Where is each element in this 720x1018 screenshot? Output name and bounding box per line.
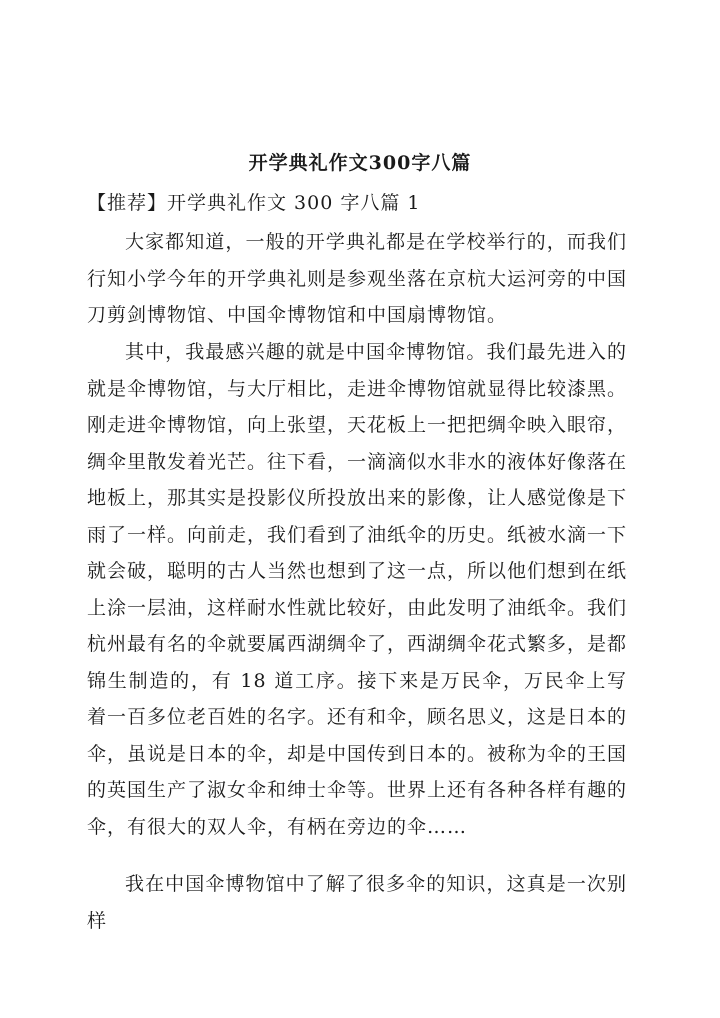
paragraph-1: 大家都知道，一般的开学典礼都是在学校举行的，而我们行知小学今年的开学典礼则是参观坐落在京杭大运河旁的中国刀剪剑博物馆、中国伞博物馆和中国扇博物馆。 <box>87 231 628 326</box>
paragraph-2: 其中，我最感兴趣的就是中国伞博物馆。我们最先进入的就是伞博物馆，与大厅相比，走进伞博物馆就显得比较漆黑。刚走进伞博物馆，向上张望，天花板上一把把绸伞映入眼帘，绸伞里散发着光芒。往下看，一滴滴似水非水的液体好像落在地板上，那其实是投影仪所投放出来的影像，让人感觉像是下雨了一样。向前走，我们看到了油纸伞的历史。纸被水滴一下就会破，聪明的古人当然也想到了这一点，所以他们想到在纸上涂一层油，这样耐水性就比较好，由此发明了油纸伞。我们杭州最有名的伞就要属西湖绸伞了，西湖绸伞花式繁多，是都锦生制造的，有 18 道工序。接下来是万民伞，万民伞上写着一百多位老百姓的名字。还有和伞，顾名思义，这是日本的伞，虽说是日本的伞，却是中国传到日本的。被称为伞的王国的英国生产了淑女伞和绅士伞等。世界上还有各种各样有趣的伞，有很大的双人伞，有柄在旁边的伞…… <box>87 341 628 838</box>
section-heading: 【推荐】开学典礼作文 300 字八篇 1 <box>87 192 421 214</box>
document-title: 开学典礼作文300字八篇 <box>248 152 472 174</box>
paragraph-3: 我在中国伞博物馆中了解了很多伞的知识，这真是一次别样 <box>87 873 627 932</box>
